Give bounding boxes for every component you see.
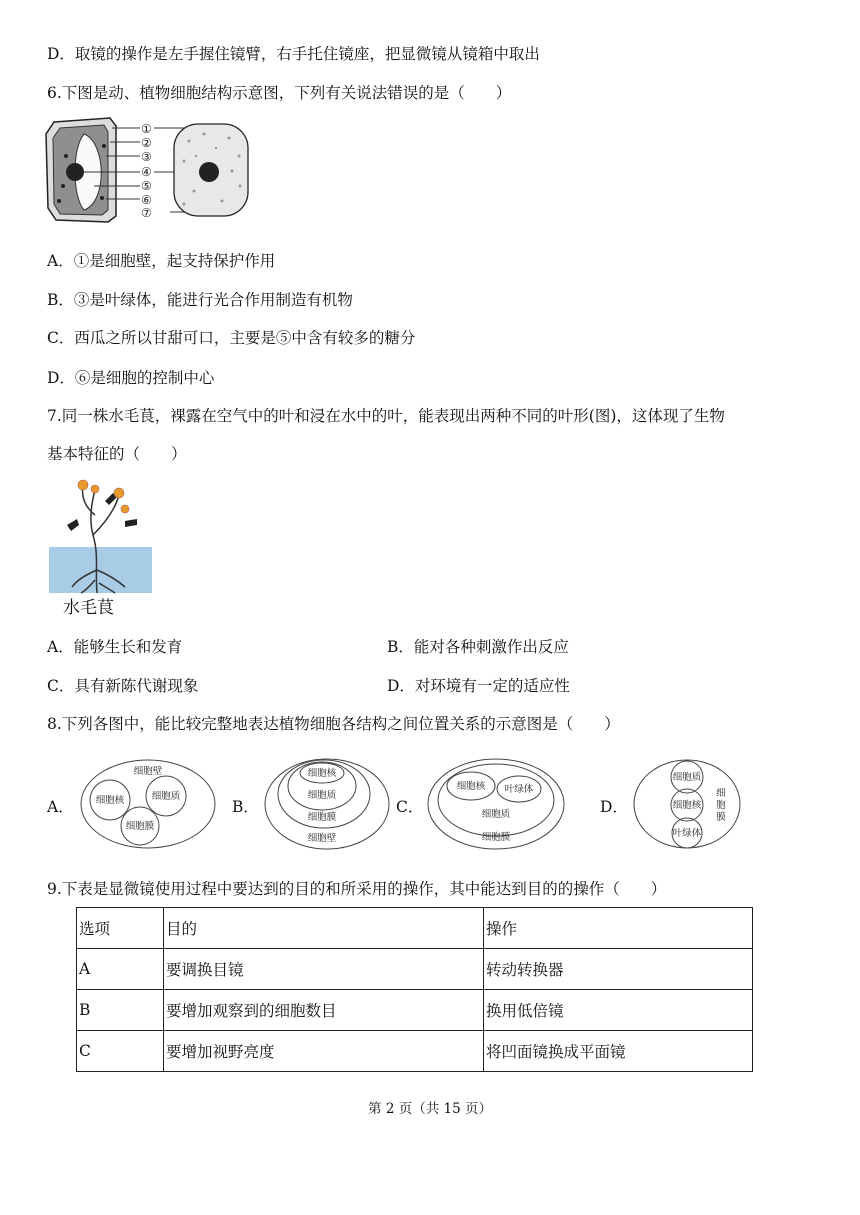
cell-operation: 转动转换器: [484, 949, 753, 990]
cell-option: A: [77, 949, 164, 990]
cell-operation: 换用低倍镜: [484, 990, 753, 1031]
b-nucleus-label: 细胞核: [307, 768, 337, 779]
a-membrane-label: 细胞膜: [125, 821, 155, 832]
q8-diagram-a: [78, 758, 218, 850]
q8-letter-d: D．: [600, 798, 628, 816]
b-membrane-label: 细胞膜: [307, 812, 337, 823]
q7-stem-line2: 基本特征的（ ）: [47, 445, 187, 463]
d-chloroplast-label: 叶绿体: [672, 828, 702, 839]
q5-option-d: D．取镜的操作是左手握住镜臂，右手托住镜座，把显微镜从镜箱中取出: [47, 45, 540, 63]
d-membrane-char-3: 膜: [716, 812, 726, 823]
header-purpose: 目的: [164, 908, 484, 949]
cell-purpose: 要增加视野亮度: [164, 1031, 484, 1072]
table-header-row: [77, 908, 753, 949]
d-cytoplasm-label: 细胞质: [672, 772, 702, 783]
q6-stem: 6.下图是动、植物细胞结构示意图，下列有关说法错误的是（ ）: [47, 84, 512, 102]
table-row: [77, 990, 753, 1031]
header-option: 选项: [77, 908, 164, 949]
c-chloroplast-label: 叶绿体: [504, 784, 534, 795]
plant-nucleus: [66, 163, 84, 181]
q7-option-c: C．具有新陈代谢现象: [47, 677, 199, 695]
q9-stem: 9.下表是显微镜使用过程中要达到的目的和所采用的操作，其中能达到目的的操作（ ）: [47, 880, 667, 898]
b-wall-label: 细胞壁: [307, 833, 337, 844]
q9-table: [76, 907, 753, 1072]
header-operation: 操作: [484, 908, 753, 949]
q6-option-b: B．③是叶绿体，能进行光合作用制造有机物: [47, 291, 353, 309]
label-7: ⑦: [141, 206, 152, 220]
page-footer: 第 2 页（共 15 页）: [368, 1101, 492, 1117]
cell-purpose: 要增加观察到的细胞数目: [164, 990, 484, 1031]
q6-option-a: A．①是细胞壁，起支持保护作用: [47, 252, 276, 270]
table-row: [77, 949, 753, 990]
d-nucleus-label: 细胞核: [672, 800, 702, 811]
q8-diagram-d: [632, 758, 744, 850]
animal-nucleus: [199, 162, 219, 182]
label-4: ④: [141, 165, 152, 179]
a-nucleus-label: 细胞核: [95, 795, 125, 806]
c-nucleus-label: 细胞核: [456, 781, 486, 792]
q8-stem: 8.下列各图中，能比较完整地表达植物细胞各结构之间位置关系的示意图是（ ）: [47, 715, 620, 733]
cell-operation: 将凹面镜换成平面镜: [484, 1031, 753, 1072]
c-membrane-label: 细胞膜: [481, 832, 511, 843]
label-2: ②: [141, 136, 152, 150]
q8-letter-b: B．: [232, 798, 259, 816]
q8-diagram-b: [262, 756, 392, 852]
q7-plant-figure: [47, 475, 157, 623]
d-membrane-char-2: 胞: [716, 800, 726, 811]
q7-option-d: D．对环境有一定的适应性: [387, 677, 570, 695]
label-3: ③: [141, 150, 152, 164]
q8-diagram-c: [426, 756, 568, 852]
water: [49, 547, 152, 593]
q8-letter-a: A．: [47, 798, 74, 816]
b-cytoplasm-label: 细胞质: [307, 790, 337, 801]
label-1: ①: [141, 122, 152, 136]
q8-letter-c: C．: [396, 798, 424, 816]
d-membrane-char-1: 细: [716, 788, 726, 799]
q7-option-b: B．能对各种刺激作出反应: [387, 638, 569, 656]
cell-purpose: 要调换目镜: [164, 949, 484, 990]
a-wall-label: 细胞壁: [133, 766, 163, 777]
table-row: [77, 1031, 753, 1072]
q6-option-d: D．⑥是细胞的控制中心: [47, 369, 215, 387]
cell-option: B: [77, 990, 164, 1031]
label-6: ⑥: [141, 193, 152, 207]
q7-figure-caption: 水毛茛: [63, 598, 114, 618]
q6-option-c: C．西瓜之所以甘甜可口，主要是⑤中含有较多的糖分: [47, 329, 416, 347]
label-5: ⑤: [141, 179, 152, 193]
q6-cell-diagram: [44, 116, 254, 226]
c-cytoplasm-label: 细胞质: [481, 809, 511, 820]
a-cytoplasm-label: 细胞质: [151, 791, 181, 802]
cell-option: C: [77, 1031, 164, 1072]
q7-option-a: A．能够生长和发育: [47, 638, 183, 656]
q7-stem-line1: 7.同一株水毛茛，裸露在空气中的叶和浸在水中的叶，能表现出两种不同的叶形(图)，这体现了生物: [47, 407, 725, 425]
